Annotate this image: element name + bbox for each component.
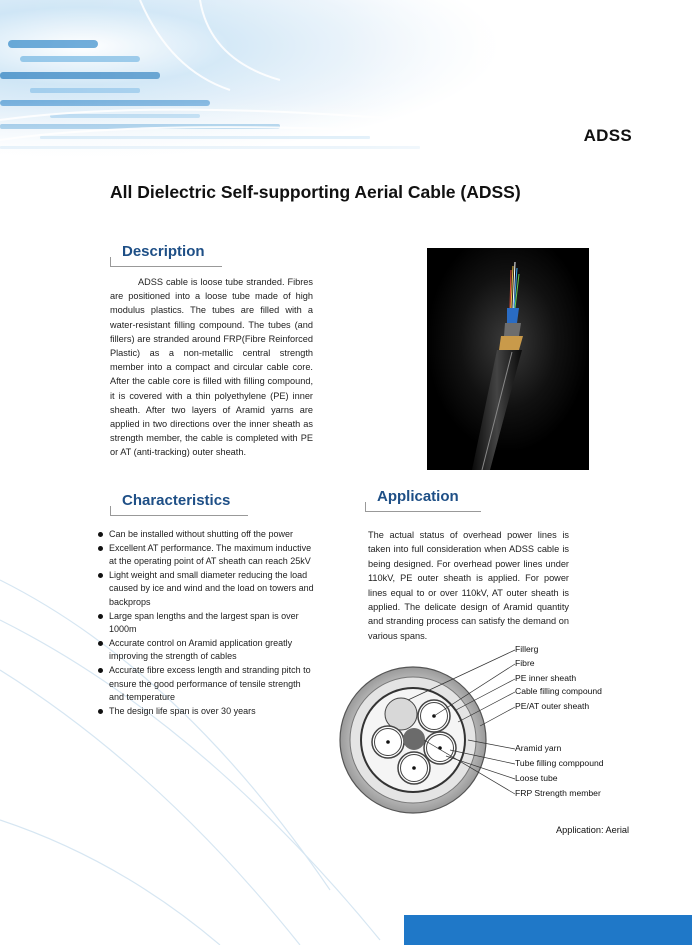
list-item [98, 528, 316, 542]
list-item [98, 705, 316, 719]
list-item-text: Accurate fibre excess length and stranding pitch to ensure the good performance of tensile strength and temperature [109, 664, 311, 703]
description-text: ADSS cable is loose tube stranded. Fibres are positioned into a loose tube made of high modulus plastics. The tubes are filled with a water-resistant filling compound. The tubes (and fillers) are stranded around FRP(Fibre Reinforced Plastic) as a non-metallic central strength member into a compact and circular cable core. After the cable core is filled with filling compound, it is covered with a thin polyethylene (PE) inner sheath. After two layers of Aramid yarns are applied in two directions over the inner sheath as strength member, the cable is completed with PE or AT (anti-tracking) outer sheath. [110, 277, 313, 458]
bullet-icon [98, 668, 103, 673]
heading-rule [110, 515, 248, 516]
cable-photo-art [427, 248, 589, 470]
diagram-caption: Application: Aerial [556, 825, 630, 835]
list-item-text: Light weight and small diameter reducing the load caused by ice and wind and the load on towers and backprops [109, 569, 314, 607]
description-heading: Description [119, 243, 208, 260]
application-heading: Application [374, 488, 462, 505]
list-item [98, 664, 316, 705]
list-item-text: Large span lengths and the largest span is over 1000m [109, 610, 299, 635]
heading-rule [365, 511, 481, 512]
bullet-icon [98, 709, 103, 714]
bullet-icon [98, 573, 103, 578]
label-fibre: Fibre [515, 658, 535, 668]
application-body: The actual status of overhead power lines is taken into full consideration when ADSS cable is being designed. For overhead power lines under 110kV, PE outer sheath is applied. For power lines equal to or over 110kV, AT outer sheath is applied. The delicate design of Aramid quantity and stranding process can satisfy the demand on various spans. [368, 530, 569, 641]
header-banner [0, 0, 692, 185]
label-fillerg: Fillerg [515, 644, 539, 654]
label-tube-filling-compound: Tube filling comppound [515, 758, 604, 768]
cable-cross-section-diagram [330, 640, 630, 825]
description-heading-block [110, 243, 222, 269]
characteristics-heading: Characteristics [119, 492, 233, 509]
characteristics-heading-block [110, 492, 248, 518]
application-heading-block [365, 488, 481, 514]
label-frp-strength-member: FRP Strength member [515, 788, 601, 798]
bullet-icon [98, 532, 103, 537]
page-title: All Dielectric Self-supporting Aerial Cable (ADSS) [110, 182, 521, 202]
bullet-icon [98, 641, 103, 646]
label-aramid-yarn: Aramid yarn [515, 743, 562, 753]
cable-photo [427, 248, 589, 470]
list-item [98, 542, 316, 569]
list-item-text: Accurate control on Aramid application greatly improving the strength of cables [109, 637, 293, 662]
footer-bar [404, 915, 692, 945]
list-item-text: Excellent AT performance. The maximum inductive at the operating point of AT sheath can reach 25kV [109, 542, 312, 567]
list-item [98, 610, 316, 637]
label-loose-tube: Loose tube [515, 773, 558, 783]
characteristics-list [98, 528, 316, 718]
bullet-icon [98, 546, 103, 551]
label-pe-at-outer-sheath: PE/AT outer sheath [515, 701, 590, 711]
description-body [110, 275, 313, 460]
label-cable-filling-compound: Cable filling compound [515, 686, 602, 696]
list-item [98, 637, 316, 664]
list-item-text: The design life span is over 30 years [109, 705, 256, 716]
heading-rule [110, 266, 222, 267]
label-pe-inner-sheath: PE inner sheath [515, 673, 577, 683]
list-item-text: Can be installed without shutting off the power [109, 529, 293, 539]
list-item [98, 569, 316, 610]
bullet-icon [98, 614, 103, 619]
header-tag: ADSS [583, 126, 632, 145]
header-artwork [0, 0, 692, 185]
